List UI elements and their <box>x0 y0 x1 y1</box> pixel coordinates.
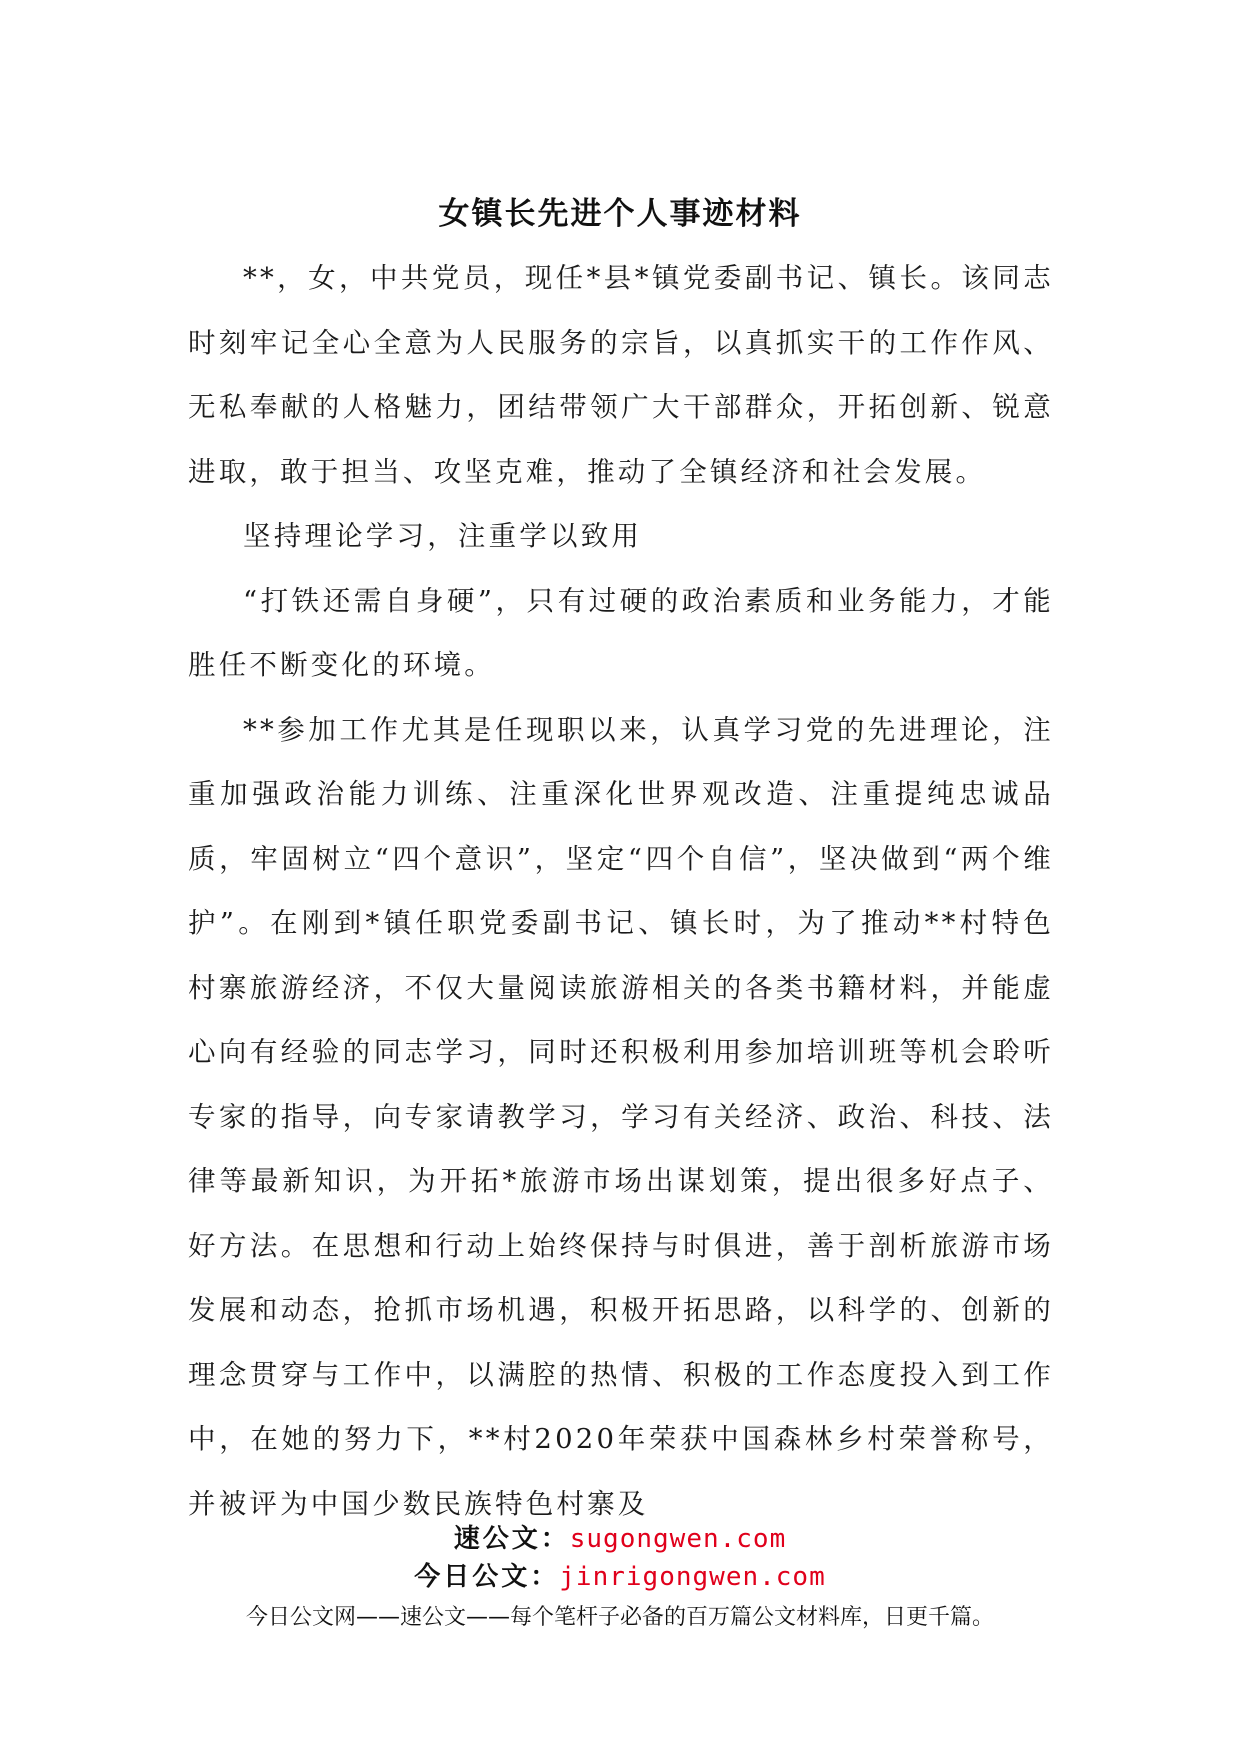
footer-slogan: 今日公文网——速公文——每个笔杆子必备的百万篇公文材料库，日更千篇。 <box>245 1605 994 1630</box>
section-heading: 坚持理论学习，注重学以致用 <box>243 520 643 552</box>
paragraph-quote: “打铁还需自身硬”，只有过硬的政治素质和业务能力，才能胜任不断变化的环境。 <box>188 584 1054 681</box>
footer-link-jinrigongwen[interactable]: jinrigongwen.com <box>559 1562 826 1592</box>
footer-line-sugongwen <box>0 1520 1240 1558</box>
document-body <box>188 246 1054 1536</box>
paragraph-intro: **，女，中共党员，现任*县*镇党委副书记、镇长。该同志时刻牢记全心全意为人民服务的宗旨，以真抓实干的工作作风、无私奉献的人格魅力，团结带领广大干部群众，开拓创新、锐意进取，敢于担当、攻坚克难，推动了全镇经济和社会发展。 <box>188 262 1054 488</box>
footer-line-jinrigongwen <box>0 1558 1240 1596</box>
footer-label-sugongwen: 速公文： <box>453 1524 570 1554</box>
footer-link-sugongwen[interactable]: sugongwen.com <box>569 1524 787 1554</box>
footer-label-jinrigongwen: 今日公文： <box>414 1562 560 1592</box>
document-title: 女镇长先进个人事迹材料 <box>438 196 802 232</box>
footer-watermark <box>0 1520 1240 1638</box>
paragraph-study: **参加工作尤其是任现职以来，认真学习党的先进理论，注重加强政治能力训练、注重深化世界观改造、注重提纯忠诚品质，牢固树立“四个意识”，坚定“四个自信”，坚决做到“两个维护”。在刚到*镇任职党委副书记、镇长时，为了推动**村特色村寨旅游经济，不仅大量阅读旅游相关的各类书籍材料，并能虚心向有经验的同志学习，同时还积极利用参加培训班等机会聆听专家的指导，向专家请教学习，学习有关经济、政治、科技、法律等最新知识，为开拓*旅游市场出谋划策，提出很多好点子、好方法。在思想和行动上始终保持与时俱进，善于剖析旅游市场发展和动态，抢抓市场机遇，积极开拓思路，以科学的、创新的理念贯穿与工作中，以满腔的热情、积极的工作态度投入到工作中，在她的努力下，**村2020年荣获中国森林乡村荣誉称号，并被评为中国少数民族特色村寨及 <box>188 713 1054 1520</box>
